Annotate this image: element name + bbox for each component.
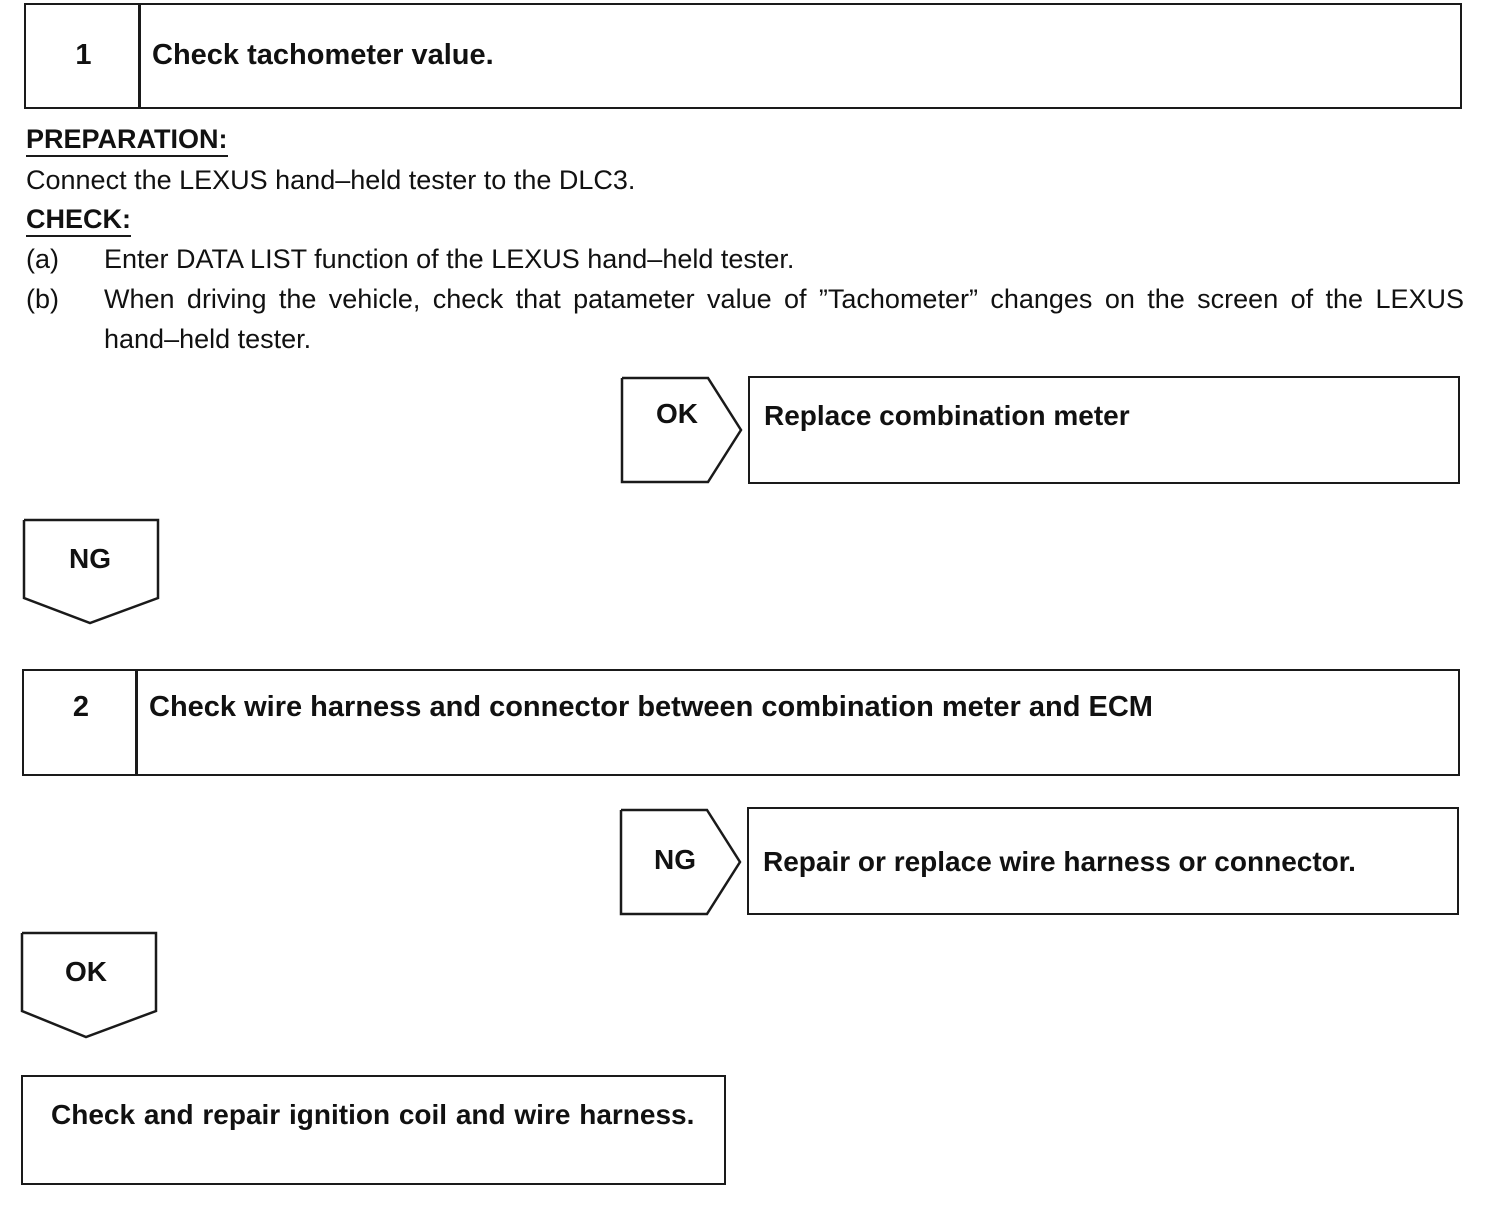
replace-combination-meter-text: Replace combination meter bbox=[764, 400, 1130, 431]
check-item-a-text: Enter DATA LIST function of the LEXUS hand–held tester. bbox=[104, 244, 795, 274]
ok-right-arrow-1 bbox=[620, 376, 745, 486]
step-1-divider bbox=[138, 5, 141, 107]
step-1-title: Check tachometer value. bbox=[152, 39, 494, 71]
check-item-b-label: (b) bbox=[26, 284, 59, 314]
repair-wire-harness-box bbox=[747, 807, 1459, 915]
ng-down-arrow-1-label: NG bbox=[69, 543, 111, 574]
check-item-a-label: (a) bbox=[26, 244, 59, 274]
replace-combination-meter-box bbox=[748, 376, 1460, 484]
step-2-box bbox=[22, 669, 1460, 776]
step-1-box bbox=[24, 3, 1462, 109]
ng-right-arrow-2-label: NG bbox=[654, 844, 696, 875]
ok-down-arrow-2-label: OK bbox=[65, 956, 107, 987]
final-action-text: Check and repair ignition coil and wire harness. bbox=[51, 1099, 695, 1130]
step-2-title: Check wire harness and connector between combination meter and ECM bbox=[149, 691, 1153, 723]
preparation-text: Connect the LEXUS hand–held tester to the DLC3. bbox=[26, 165, 636, 195]
check-heading: CHECK: bbox=[26, 204, 131, 237]
step-2-divider bbox=[135, 671, 138, 774]
step-2-number: 2 bbox=[72, 691, 90, 723]
preparation-heading: PREPARATION: bbox=[26, 124, 228, 157]
ok-right-arrow-1-label: OK bbox=[656, 398, 698, 429]
final-action-box bbox=[21, 1075, 726, 1185]
repair-wire-harness-text: Repair or replace wire harness or connector. bbox=[763, 846, 1356, 877]
step-1-number: 1 bbox=[75, 39, 92, 71]
check-item-b-text: When driving the vehicle, check that patameter value of ”Tachometer” changes on the screen of the LEXUS hand–held tester. bbox=[104, 284, 1464, 354]
